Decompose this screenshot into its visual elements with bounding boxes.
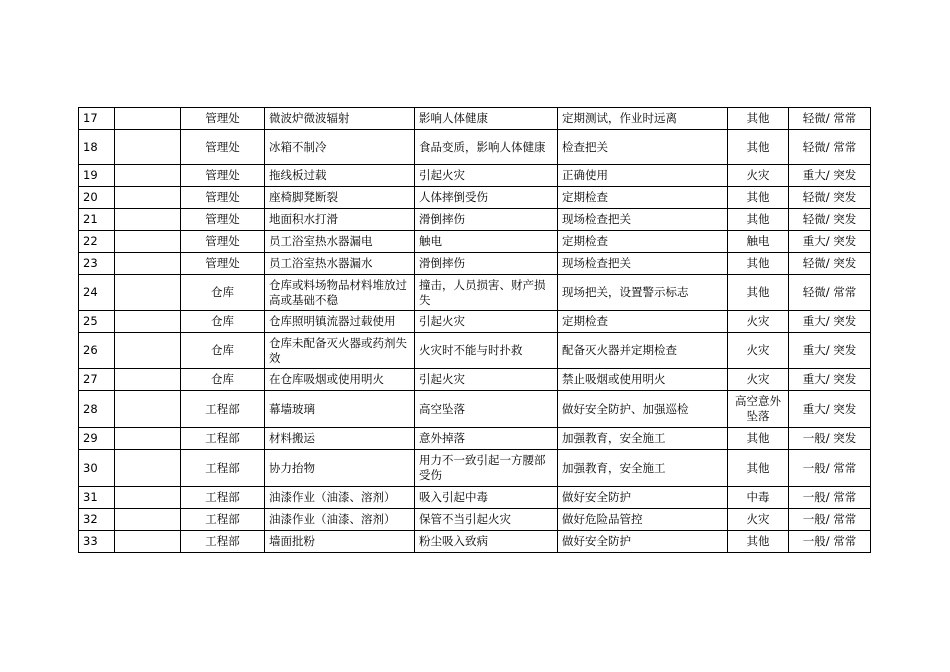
consequence-cell: 火灾时不能与时扑救 bbox=[415, 333, 558, 369]
hazard-cell: 冰箱不制冷 bbox=[265, 130, 415, 165]
department-cell: 仓库 bbox=[181, 275, 265, 311]
hazard-cell: 员工浴室热水器漏电 bbox=[265, 231, 415, 253]
risk-level-cell: 一般/ 常常 bbox=[789, 450, 871, 487]
department-cell: 工程部 bbox=[181, 428, 265, 450]
row-number: 31 bbox=[79, 487, 115, 509]
risk-level-cell: 重大/ 突发 bbox=[789, 311, 871, 333]
hazard-cell: 仓库未配备灭火器或药剂失效 bbox=[265, 333, 415, 369]
hazard-cell: 座椅脚凳断裂 bbox=[265, 187, 415, 209]
accident-type-cell: 高空意外坠落 bbox=[728, 391, 789, 428]
table-row bbox=[79, 450, 871, 487]
hazard-table bbox=[78, 107, 871, 553]
consequence-cell: 触电 bbox=[415, 231, 558, 253]
hazard-cell: 材料搬运 bbox=[265, 428, 415, 450]
hazard-cell: 墙面批粉 bbox=[265, 531, 415, 553]
department-cell: 工程部 bbox=[181, 487, 265, 509]
hazard-cell: 仓库或料场物品材料堆放过高或基础不稳 bbox=[265, 275, 415, 311]
blank-cell bbox=[115, 108, 181, 130]
blank-cell bbox=[115, 253, 181, 275]
accident-type-cell: 其他 bbox=[728, 531, 789, 553]
risk-level-cell: 一般/ 突发 bbox=[789, 428, 871, 450]
row-number: 22 bbox=[79, 231, 115, 253]
risk-level-cell: 轻微/ 突发 bbox=[789, 187, 871, 209]
blank-cell bbox=[115, 531, 181, 553]
risk-level-cell: 一般/ 常常 bbox=[789, 531, 871, 553]
accident-type-cell: 其他 bbox=[728, 253, 789, 275]
row-number: 18 bbox=[79, 130, 115, 165]
control-measure-cell: 做好安全防护、加强巡检 bbox=[558, 391, 728, 428]
table-row bbox=[79, 333, 871, 369]
row-number: 28 bbox=[79, 391, 115, 428]
row-number: 33 bbox=[79, 531, 115, 553]
risk-level-cell: 轻微/ 突发 bbox=[789, 209, 871, 231]
hazard-cell: 幕墙玻璃 bbox=[265, 391, 415, 428]
row-number: 23 bbox=[79, 253, 115, 275]
hazard-cell: 拖线板过载 bbox=[265, 165, 415, 187]
table-row bbox=[79, 165, 871, 187]
table-row bbox=[79, 487, 871, 509]
blank-cell bbox=[115, 391, 181, 428]
blank-cell bbox=[115, 311, 181, 333]
table-row bbox=[79, 311, 871, 333]
risk-level-cell: 轻微/ 常常 bbox=[789, 275, 871, 311]
row-number: 20 bbox=[79, 187, 115, 209]
department-cell: 工程部 bbox=[181, 531, 265, 553]
consequence-cell: 意外掉落 bbox=[415, 428, 558, 450]
row-number: 32 bbox=[79, 509, 115, 531]
risk-level-cell: 重大/ 突发 bbox=[789, 231, 871, 253]
department-cell: 管理处 bbox=[181, 165, 265, 187]
department-cell: 管理处 bbox=[181, 209, 265, 231]
consequence-cell: 引起火灾 bbox=[415, 311, 558, 333]
control-measure-cell: 正确使用 bbox=[558, 165, 728, 187]
blank-cell bbox=[115, 165, 181, 187]
blank-cell bbox=[115, 130, 181, 165]
blank-cell bbox=[115, 209, 181, 231]
department-cell: 管理处 bbox=[181, 187, 265, 209]
control-measure-cell: 定期检查 bbox=[558, 231, 728, 253]
accident-type-cell: 其他 bbox=[728, 108, 789, 130]
accident-type-cell: 其他 bbox=[728, 187, 789, 209]
hazard-cell: 在仓库吸烟或使用明火 bbox=[265, 369, 415, 391]
control-measure-cell: 禁止吸烟或使用明火 bbox=[558, 369, 728, 391]
risk-level-cell: 一般/ 常常 bbox=[789, 487, 871, 509]
accident-type-cell: 其他 bbox=[728, 275, 789, 311]
accident-type-cell: 火灾 bbox=[728, 509, 789, 531]
risk-level-cell: 重大/ 突发 bbox=[789, 333, 871, 369]
hazard-cell: 协力抬物 bbox=[265, 450, 415, 487]
table-row bbox=[79, 509, 871, 531]
accident-type-cell: 火灾 bbox=[728, 311, 789, 333]
row-number: 26 bbox=[79, 333, 115, 369]
row-number: 19 bbox=[79, 165, 115, 187]
row-number: 27 bbox=[79, 369, 115, 391]
consequence-cell: 影响人体健康 bbox=[415, 108, 558, 130]
risk-level-cell: 轻微/ 常常 bbox=[789, 108, 871, 130]
row-number: 21 bbox=[79, 209, 115, 231]
control-measure-cell: 做好安全防护 bbox=[558, 487, 728, 509]
blank-cell bbox=[115, 487, 181, 509]
control-measure-cell: 定期检查 bbox=[558, 311, 728, 333]
consequence-cell: 人体摔倒受伤 bbox=[415, 187, 558, 209]
accident-type-cell: 触电 bbox=[728, 231, 789, 253]
hazard-cell: 油漆作业（油漆、溶剂） bbox=[265, 487, 415, 509]
consequence-cell: 撞击，人员损害、财产损失 bbox=[415, 275, 558, 311]
department-cell: 管理处 bbox=[181, 253, 265, 275]
row-number: 30 bbox=[79, 450, 115, 487]
row-number: 24 bbox=[79, 275, 115, 311]
department-cell: 仓库 bbox=[181, 311, 265, 333]
control-measure-cell: 定期测试，作业时远离 bbox=[558, 108, 728, 130]
consequence-cell: 高空坠落 bbox=[415, 391, 558, 428]
risk-level-cell: 重大/ 突发 bbox=[789, 391, 871, 428]
consequence-cell: 粉尘吸入致病 bbox=[415, 531, 558, 553]
blank-cell bbox=[115, 428, 181, 450]
risk-level-cell: 一般/ 常常 bbox=[789, 509, 871, 531]
accident-type-cell: 其他 bbox=[728, 130, 789, 165]
risk-level-cell: 轻微/ 常常 bbox=[789, 130, 871, 165]
risk-level-cell: 重大/ 突发 bbox=[789, 369, 871, 391]
hazard-cell: 员工浴室热水器漏水 bbox=[265, 253, 415, 275]
control-measure-cell: 现场检查把关 bbox=[558, 253, 728, 275]
table-row bbox=[79, 209, 871, 231]
consequence-cell: 引起火灾 bbox=[415, 165, 558, 187]
hazard-cell: 微波炉微波辐射 bbox=[265, 108, 415, 130]
hazard-cell: 仓库照明镇流器过载使用 bbox=[265, 311, 415, 333]
consequence-cell: 滑倒摔伤 bbox=[415, 253, 558, 275]
control-measure-cell: 加强教育，安全施工 bbox=[558, 428, 728, 450]
blank-cell bbox=[115, 509, 181, 531]
accident-type-cell: 其他 bbox=[728, 209, 789, 231]
accident-type-cell: 其他 bbox=[728, 428, 789, 450]
blank-cell bbox=[115, 369, 181, 391]
hazard-table-body bbox=[79, 108, 871, 553]
department-cell: 工程部 bbox=[181, 391, 265, 428]
accident-type-cell: 火灾 bbox=[728, 333, 789, 369]
accident-type-cell: 火灾 bbox=[728, 165, 789, 187]
control-measure-cell: 检查把关 bbox=[558, 130, 728, 165]
control-measure-cell: 现场检查把关 bbox=[558, 209, 728, 231]
department-cell: 管理处 bbox=[181, 108, 265, 130]
blank-cell bbox=[115, 450, 181, 487]
department-cell: 仓库 bbox=[181, 369, 265, 391]
table-row bbox=[79, 187, 871, 209]
department-cell: 管理处 bbox=[181, 231, 265, 253]
table-row bbox=[79, 231, 871, 253]
department-cell: 工程部 bbox=[181, 450, 265, 487]
row-number: 29 bbox=[79, 428, 115, 450]
accident-type-cell: 中毒 bbox=[728, 487, 789, 509]
hazard-cell: 油漆作业（油漆、溶剂） bbox=[265, 509, 415, 531]
consequence-cell: 用力不一致引起一方腰部受伤 bbox=[415, 450, 558, 487]
table-row bbox=[79, 253, 871, 275]
table-row bbox=[79, 428, 871, 450]
row-number: 17 bbox=[79, 108, 115, 130]
control-measure-cell: 做好安全防护 bbox=[558, 531, 728, 553]
table-row bbox=[79, 108, 871, 130]
department-cell: 工程部 bbox=[181, 509, 265, 531]
table-row bbox=[79, 130, 871, 165]
consequence-cell: 吸入引起中毒 bbox=[415, 487, 558, 509]
consequence-cell: 滑倒摔伤 bbox=[415, 209, 558, 231]
hazard-cell: 地面积水打滑 bbox=[265, 209, 415, 231]
control-measure-cell: 现场把关，设置警示标志 bbox=[558, 275, 728, 311]
table-row bbox=[79, 531, 871, 553]
table-row bbox=[79, 391, 871, 428]
row-number: 25 bbox=[79, 311, 115, 333]
table-row bbox=[79, 275, 871, 311]
risk-level-cell: 重大/ 突发 bbox=[789, 165, 871, 187]
blank-cell bbox=[115, 231, 181, 253]
table-row bbox=[79, 369, 871, 391]
consequence-cell: 食品变质，影响人体健康 bbox=[415, 130, 558, 165]
control-measure-cell: 配备灭火器并定期检查 bbox=[558, 333, 728, 369]
consequence-cell: 保管不当引起火灾 bbox=[415, 509, 558, 531]
control-measure-cell: 定期检查 bbox=[558, 187, 728, 209]
control-measure-cell: 加强教育，安全施工 bbox=[558, 450, 728, 487]
department-cell: 仓库 bbox=[181, 333, 265, 369]
accident-type-cell: 火灾 bbox=[728, 369, 789, 391]
blank-cell bbox=[115, 275, 181, 311]
blank-cell bbox=[115, 187, 181, 209]
blank-cell bbox=[115, 333, 181, 369]
department-cell: 管理处 bbox=[181, 130, 265, 165]
risk-level-cell: 轻微/ 突发 bbox=[789, 253, 871, 275]
control-measure-cell: 做好危险品管控 bbox=[558, 509, 728, 531]
accident-type-cell: 其他 bbox=[728, 450, 789, 487]
consequence-cell: 引起火灾 bbox=[415, 369, 558, 391]
